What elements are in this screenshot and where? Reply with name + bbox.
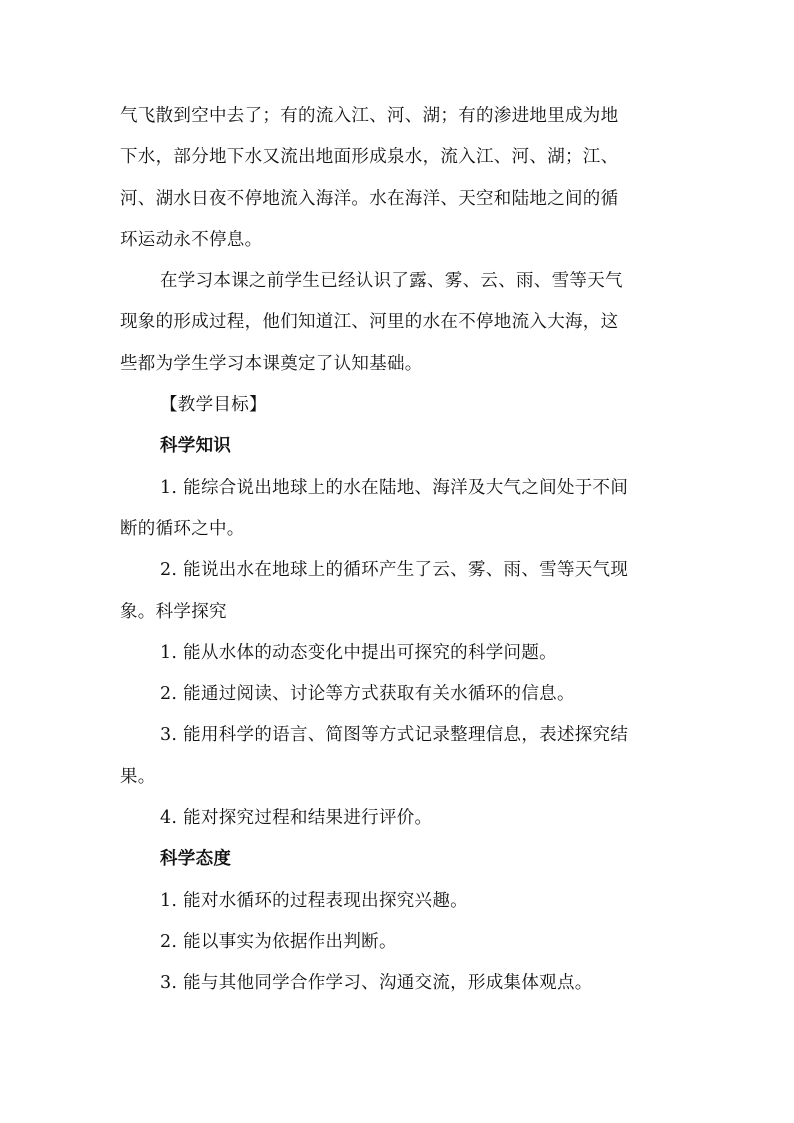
paragraph-prior-knowledge [120,261,680,385]
knowledge-item-2 [120,550,680,633]
text-line: 2. 能说出水在地球上的循环产生了云、雾、雨、雪等天气现 [160,560,629,581]
text-line: 环运动永不停息。 [120,229,263,250]
attitude-item-1: 1. 能对水循环的过程表现出探究兴趣。 [160,890,468,911]
inquiry-item-3 [120,715,680,798]
text-line: 3. 能用科学的语言、简图等方式记录整理信息，表述探究结 [160,725,629,746]
text-line: 现象的形成过程，他们知道江、河里的水在不停地流入大海，这 [120,312,619,333]
subheading-science-attitude: 科学态度 [160,849,232,870]
text-line: 1. 能综合说出地球上的水在陆地、海洋及大气之间处于不间 [160,477,629,498]
paragraph-water-cycle [120,96,680,261]
inquiry-item-4: 4. 能对探究过程和结果进行评价。 [160,808,433,829]
text-line: 些都为学生学习本课奠定了认知基础。 [120,353,423,374]
text-line: 果。 [120,766,156,787]
section-heading-teaching-goals: 【教学目标】 [160,395,267,416]
document-body [120,96,680,1005]
attitude-item-2: 2. 能以事实为依据作出判断。 [160,931,397,952]
subheading-science-knowledge: 科学知识 [160,436,232,457]
text-line: 断的循环之中。 [120,518,245,539]
text-line: 下水，部分地下水又流出地面形成泉水，流入江、河、湖；江、 [120,147,619,168]
knowledge-item-1 [120,468,680,551]
inquiry-item-2: 2. 能通过阅读、讨论等方式获取有关水循环的信息。 [160,684,575,705]
text-line: 象。科学探究 [120,601,227,622]
text-line: 在学习本课之前学生已经认识了露、雾、云、雨、雪等天气 [160,271,623,292]
inquiry-item-1: 1. 能从水体的动态变化中提出可探究的科学问题。 [160,642,557,663]
text-line: 气飞散到空中去了；有的流入江、河、湖；有的渗进地里成为地 [120,106,619,126]
attitude-item-3: 3. 能与其他同学合作学习、沟通交流，形成集体观点。 [160,973,593,994]
text-line: 河、湖水日夜不停地流入海洋。水在海洋、天空和陆地之间的循 [120,188,619,209]
